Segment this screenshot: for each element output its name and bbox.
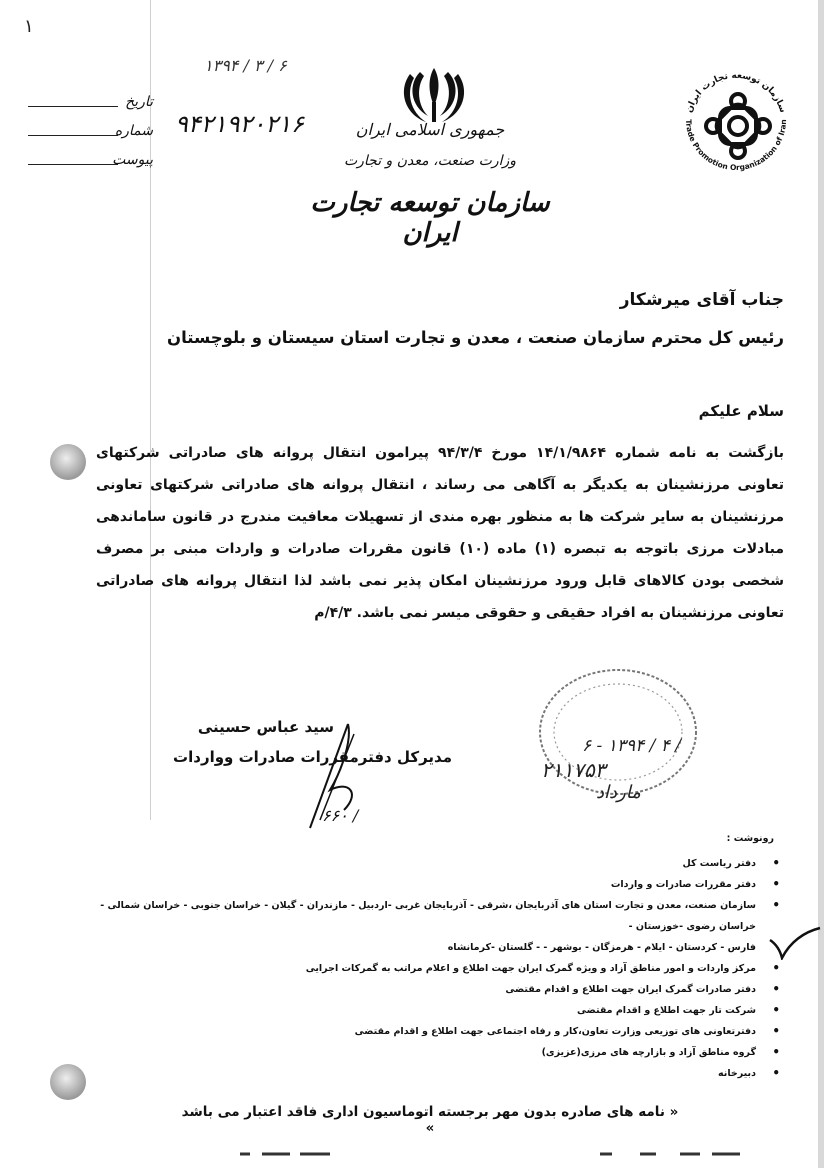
checkmark-icon	[768, 926, 822, 960]
number-label: شماره	[114, 123, 153, 139]
org-line-tpo: سازمان توسعه تجارت ایران	[310, 188, 550, 248]
tpo-logo-icon	[672, 60, 800, 188]
cc-item: • دفتر مقررات صادرات و واردات	[70, 874, 784, 895]
handwritten-number: ۹۴۲۱۹۲۰۲۱۶	[175, 110, 304, 138]
signatory-name: سید عباس حسینی	[197, 718, 334, 736]
cc-list	[70, 853, 784, 1084]
iran-emblem-icon	[398, 62, 470, 128]
handwritten-date: ۱۳۹۴ / ۳ / ۶	[204, 56, 287, 75]
stamp-reference: مارداد	[596, 782, 641, 803]
date-label: تاریخ	[125, 94, 153, 110]
footer-note: « نامه های صادره بدون مهر برجسته اتوماسیون اداری فاقد اعتبار می باشد »	[181, 1104, 679, 1136]
cc-title: رونوشت :	[726, 833, 774, 844]
letter-body: بازگشت به نامه شماره ۱۴/۱/۹۸۶۴ مورخ ۹۴/۳/۴ پیرامون انتقال پروانه های صادراتی شرکتهای تعاونی مرزنشینان به یکدیگر به آگاهی می رساند ، انتقال پروانه های صادراتی شرکتهای تعاونی مرزنشینان به سایر شرکت ها به منظور بهره مندی از تسهیلات معافیت مندرج در قانون ساماندهی مبادلات مرزی باتوجه به تبصره (۱) ماده (۱۰) قانون مقررات صادرات و واردات مبنی بر مصرف شخصی بودن کالاهای قابل ورود مرزنشینان امکان پذیر نمی باشد لذا انتقال پروانه های صادراتی تعاونی مرزنشینان به افراد حقیقی و حقوقی میسر نمی باشد. ۴/۳/م	[96, 445, 784, 621]
number-field	[28, 121, 153, 150]
cc-item: • دبیرخانه	[70, 1063, 784, 1084]
attachment-field	[28, 150, 153, 179]
binder-hole	[50, 444, 86, 480]
cc-item: • دفتر صادرات گمرک ایران جهت اطلاع و اقدام مقتضی	[70, 979, 784, 1000]
cc-item: • دفترتعاونی های توزیعی وزارت تعاون،کار و رفاه اجتماعی جهت اطلاع و اقدام مقتضی	[70, 1021, 784, 1042]
greeting: سلام علیکم	[698, 402, 784, 420]
scan-edge	[818, 0, 824, 1168]
attachment-label: پیوست	[112, 152, 153, 168]
org-line-ministry: وزارت صنعت، معدن و تجارت	[343, 153, 517, 169]
cc-item: • گروه مناطق آزاد و بازارچه های مرزی(عزیزی)	[70, 1042, 784, 1063]
logo-text-en: Trade Promotion Organization of Iran	[683, 119, 789, 173]
field-line	[28, 106, 118, 107]
logo-text-fa: سازمان توسعه تجارت ایران	[684, 70, 788, 115]
signatory-title: مدیرکل دفترمقررات صادرات وواردات	[173, 748, 452, 766]
addressee-title: رئیس کل محترم سازمان صنعت ، معدن و تجارت استان سیستان و بلوچستان	[166, 328, 784, 347]
stamp-number: ۲۱۱۷۵۳	[541, 758, 606, 782]
cc-item: • شرکت تار جهت اطلاع و اقدام مقتضی	[70, 1000, 784, 1021]
field-line	[28, 135, 118, 136]
cc-item-continuation: فارس - کردستان - ایلام - هرمزگان - بوشهر - - گلستان -کرمانشاه	[447, 942, 756, 953]
signature-handwritten: ۶۶۰ /	[322, 806, 359, 825]
date-field	[28, 92, 153, 121]
stamp-date: ۶ - ۱۳۹۴ / ۴ /	[582, 736, 682, 756]
cc-item: • مرکز واردات و امور مناطق آزاد و ویژه گمرک ایران جهت اطلاع و اعلام مراتب به گمرکات اجرایی	[70, 958, 784, 979]
org-line-republic: جمهوری اسلامی ایران	[355, 120, 505, 139]
corner-mark: ۱	[24, 16, 34, 37]
cc-item: • دفتر ریاست کل	[70, 853, 784, 874]
field-line	[28, 164, 118, 165]
letter-meta-fields	[28, 92, 153, 179]
addressee-name: جناب آقای میرشکار	[619, 290, 784, 310]
cut-off-text-row	[0, 1148, 824, 1160]
cc-item: • سازمان صنعت، معدن و تجارت استان های آذربایجان ،شرقی - آذربایجان غربی -اردبیل - مازندران - گیلان - خراسان جنوبی - خراسان شمالی - خراسان رضوی -خوزستان -	[70, 895, 784, 937]
